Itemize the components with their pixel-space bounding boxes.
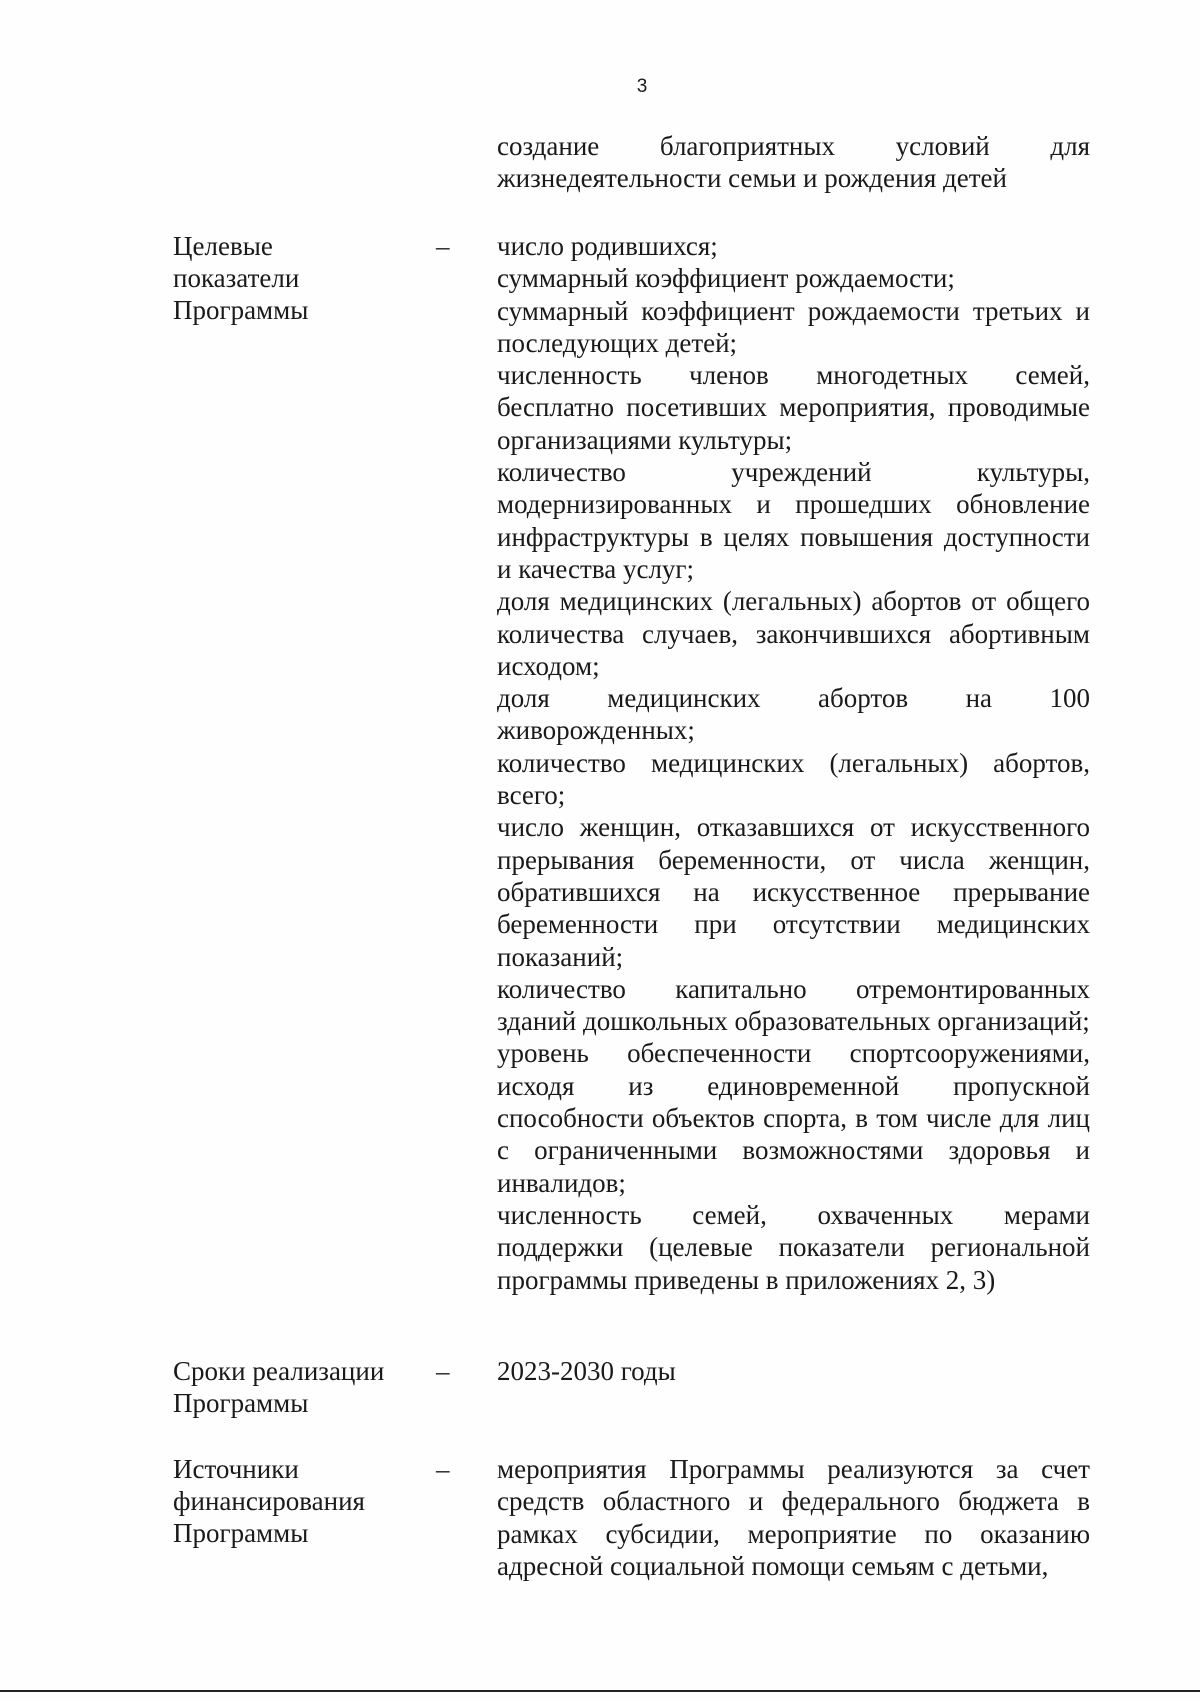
indicator-item: количество капитально отремонтированных зданий дошкольных образовательных организаций; (497, 973, 1090, 1037)
section-dash: – (436, 1454, 450, 1484)
indicator-item: численность членов многодетных семей, бесплатно посетивших мероприятия, проводимые организациями культуры; (497, 360, 1090, 455)
indicator-item: количество медицинских (легальных) абортов, всего; (497, 747, 1090, 811)
section-label: Источники финансирования Программы (173, 1454, 365, 1548)
scan-edge-line (0, 1690, 1200, 1692)
section-dash: – (436, 231, 450, 261)
indicator-item: численность семей, охваченных мерами поддержки (целевые показатели региональной программы приведены в приложениях 2, 3) (497, 1199, 1090, 1295)
section-dash: – (436, 1356, 450, 1386)
indicator-item: уровень обеспеченности спортсооружениями, исходя из единовременной пропускной способности объектов спорта, в том числе для лиц с ограниченными возможностями здоровья и инвалидов; (497, 1038, 1090, 1198)
period-text: 2023-2030 годы (497, 1356, 676, 1386)
indicator-item: количество учреждений культуры, модернизированных и прошедших обновление инфраструктуры в целях повышения доступности и качества услуг; (497, 457, 1090, 584)
intro-paragraph: создание благоприятных условий для жизнедеятельности семьи и рождения детей (497, 131, 1090, 194)
indicator-item: суммарный коэффициент рождаемости третьих и последующих детей; (497, 295, 1090, 358)
indicator-item: доля медицинских абортов на 100 живорожденных; (497, 683, 1090, 746)
indicator-item: число родившихся; (497, 231, 718, 261)
section-value (497, 1453, 1090, 1582)
indicator-item: суммарный коэффициент рождаемости; (497, 263, 955, 294)
section-value (497, 1355, 1090, 1387)
intro-value (497, 130, 1090, 195)
financing-text: мероприятия Программы реализуются за счет средств областного и федерального бюджета в рамках субсидии, мероприятие по оказанию адресной социальной помощи семьям с детьми, (497, 1454, 1090, 1581)
indicator-item: число женщин, отказавшихся от искусственного прерывания беременности, от числа женщин, обратившихся на искусственное прерывание беременности при отсутствии медицинских показаний; (497, 812, 1090, 972)
section-value (497, 230, 1090, 1296)
indicator-item: доля медицинских (легальных) абортов от общего количества случаев, закончившихся абортивным исходом; (497, 586, 1090, 681)
section-label: Сроки реализации Программы (173, 1356, 385, 1418)
section-label: Целевые показатели Программы (173, 231, 309, 325)
page-number: 3 (636, 76, 648, 97)
